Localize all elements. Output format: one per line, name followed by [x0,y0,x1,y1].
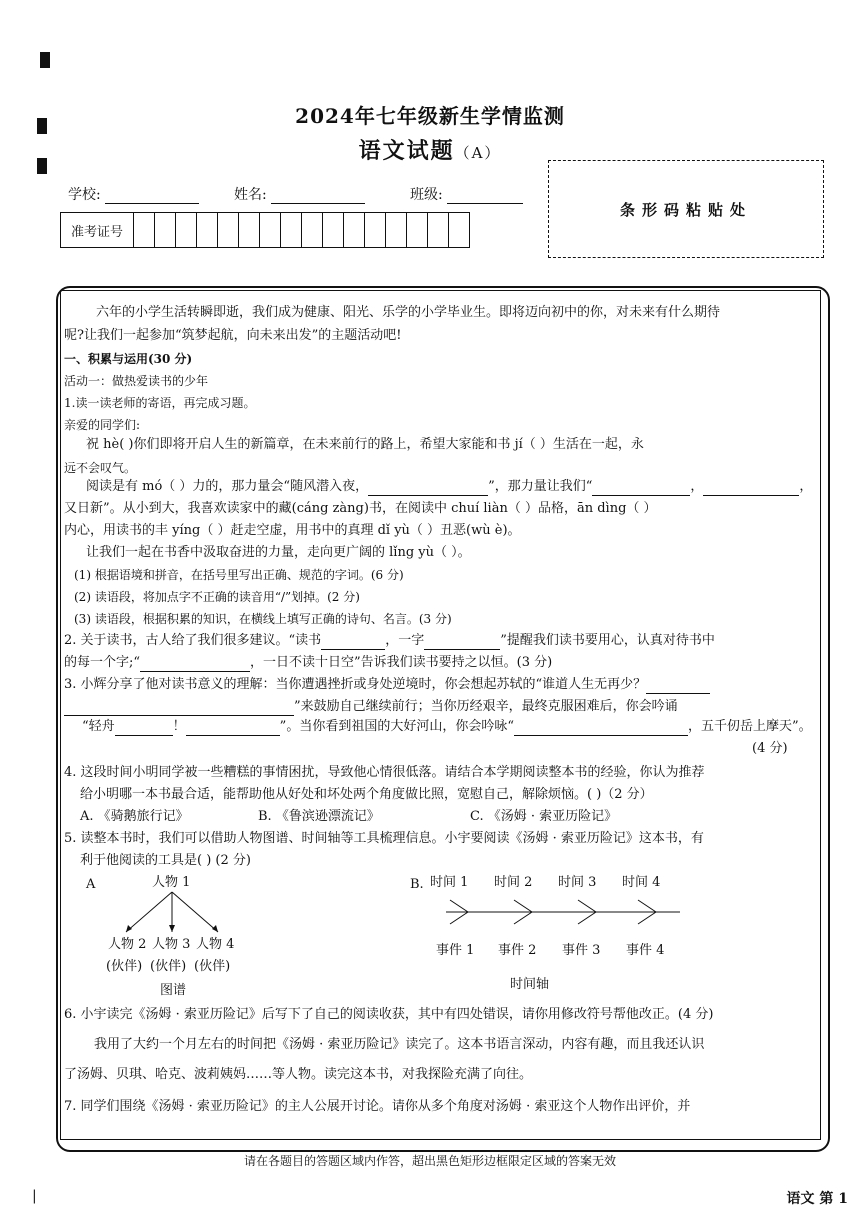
answer-blank[interactable] [115,721,173,736]
text-span: 的每一个字;“ [64,655,141,670]
text-span: ”，那力量让我们“ [488,479,593,494]
answer-blank[interactable] [646,679,710,694]
diagram-a-role: (伙伴) [106,959,143,974]
section-heading: 一、积累与运用(30 分) [64,352,193,366]
text-span: ，五千仞岳上摩天”。 [687,719,812,734]
question-5a: 5. 读整本书时，我们可以借助人物图谱、时间轴等工具梳理信息。小宇要阅读《汤姆 · 索亚历险记》这本书，有 [64,831,704,846]
diagram-b-caption: 时间轴 [510,977,550,992]
exam-id-label: 准考证号 [61,213,134,247]
letter-para-2c: 内心，用读书的丰 yíng（ ）赶走空虚，用书中的真理 dǐ yù（ ）丑恶(wù è)。 [64,523,521,538]
text-span: ！ [172,719,186,734]
footer-note: 请在各题目的答题区域内作答，超出黑色矩形边框限定区域的答案无效 [243,1154,616,1168]
footer-mark: | [32,1188,37,1204]
text-span: ”来鼓励自己继续前行；当你历经艰辛，最终克服困难后，你会吟诵 [294,699,678,714]
diagram-a-child: 人物 2 [108,937,147,952]
intro-line-1: 六年的小学生活转瞬即逝，我们成为健康、阳光、乐学的小学毕业生。即将迈向初中的你，对未来有什么期待 [96,305,721,320]
question-3b [64,698,678,716]
timeline-time: 时间 3 [558,875,597,890]
timeline-event: 事件 2 [498,943,537,958]
text-span: 2. 关于读书，古人给了我们很多建议。“读书 [64,633,322,648]
poem-blank[interactable] [368,481,488,496]
text-span: ，一字 [385,633,425,648]
question-6-para-1: 我用了大约一个月左右的时间把《汤姆 · 索亚历险记》读完了。这本书语言深动，内容有趣，而且我还认识 [94,1037,705,1052]
subtitle-tag: （A） [454,144,502,162]
class-label: 班级: [410,187,443,203]
letter-para-2a: 阅读是有 mó（ ）力的，那力量会“随风潜入夜， ”，那力量让我们“ ， ， [86,479,813,494]
text-span: ”。当你看到祖国的大好河山，你会吟咏“ [279,719,514,734]
text-span: ，一日不读十日空”告诉我们读书要持之以恒。(3 分) [250,655,553,670]
timeline-axis [440,896,690,928]
question-1: 1.读一读老师的寄语，再完成习题。 [64,396,256,410]
question-3a [64,676,710,694]
diagram-a-branches [110,890,240,936]
diagram-a-role: (伙伴) [194,959,231,974]
page-number: 语文 第 1 [786,1191,848,1207]
sub-question-1: (1) 根据语境和拼音，在括号里写出正确、规范的字词。(6 分) [74,568,404,582]
question-3-score: (4 分) [752,741,788,756]
diagram-a-child: 人物 4 [196,937,235,952]
name-field[interactable] [234,184,365,204]
answer-blank[interactable] [514,721,688,736]
barcode-area: 条形码粘贴处 [548,160,824,258]
question-4a: 4. 这段时间小明同学被一些糟糕的事情困扰，导致他心情很低落。请结合本学期阅读整本书的经验，你认为推荐 [64,765,705,780]
answer-blank[interactable] [64,701,294,716]
letter-para-3: 让我们一起在书香中汲取奋进的力量，走向更广阔的 lǐng yù（ ）。 [86,545,471,560]
diagram-a-role: (伙伴) [150,959,187,974]
option-c[interactable]: C. 《汤姆 · 索亚历险记》 [470,809,618,824]
question-4b: 给小明哪一本书最合适，能帮助他从好处和坏处两个角度做比照，宽慰自己，解除烦恼。( )（2 分） [80,787,653,802]
quote-blank[interactable] [703,481,799,496]
letter-para-1a: 祝 hè( )你们即将开启人生的新篇章，在未来前行的路上，希望大家能和书 jí（ ）生活在一起，永 [86,437,644,452]
timeline-event: 事件 1 [436,943,475,958]
greeting: 亲爱的同学们: [64,418,141,432]
exam-id-grid[interactable] [60,212,470,248]
question-5b: 利于他阅读的工具是( ) (2 分) [80,853,251,868]
diagram-a-child: 人物 3 [152,937,191,952]
answer-blank[interactable] [321,635,385,650]
text-span: ， [690,479,704,494]
text-span: 阅读是有 mó（ ）力的，那力量会“随风潜入夜， [86,479,369,494]
question-7: 7. 同学们围绕《汤姆 · 索亚历险记》的主人公展开讨论。请你从多个角度对汤姆 · 索亚这个人物作出评价，并 [64,1099,691,1114]
answer-blank[interactable] [140,657,250,672]
diagram-b-label: B. [410,877,424,892]
school-field[interactable] [68,184,199,204]
timeline-time: 时间 1 [430,875,469,890]
name-label: 姓名: [234,187,267,203]
text-span: “轻舟 [82,719,115,734]
diagram-a-root: 人物 1 [152,875,191,890]
answer-blank[interactable] [186,721,280,736]
class-field[interactable] [410,184,523,204]
question-3c [82,718,812,736]
option-a[interactable]: A. 《骑鹅旅行记》 [80,809,189,824]
school-label: 学校: [68,187,101,203]
question-6: 6. 小宇读完《汤姆 · 索亚历险记》后写下了自己的阅读收获，其中有四处错误，请你用修改符号帮他改正。(4 分) [64,1007,714,1022]
diagram-a-label: A [86,877,96,892]
subtitle-text: 语文试题 [358,138,455,164]
question-6-para-2: 了汤姆、贝琪、哈克、波莉姨妈……等人物。读完这本书，对我探险充满了向往。 [64,1067,533,1082]
timeline-event: 事件 4 [626,943,665,958]
registration-mark [40,52,50,68]
sub-question-2: (2) 读语段，将加点字不正确的读音用“/”划掉。(2 分) [74,590,360,604]
sub-question-3: (3) 读语段，根据积累的知识，在横线上填写正确的诗句、名言。(3 分) [74,612,452,626]
timeline-event: 事件 3 [562,943,601,958]
answer-blank[interactable] [424,635,500,650]
text-span: 3. 小辉分享了他对读书意义的理解：当你遭遇挫折或身处逆境时，你会想起苏轼的“谁道人生无再少？ [64,677,647,692]
question-2b [64,654,552,672]
timeline-time: 时间 4 [622,875,661,890]
exam-title: 2024年七年级新生学情监测 [295,104,565,128]
text-span: ”提醒我们读书要用心，认真对待书中 [500,633,715,648]
option-b[interactable]: B. 《鲁滨逊漂流记》 [258,809,380,824]
question-2a [64,632,715,650]
diagram-a-caption: 图谱 [160,983,187,998]
letter-para-2b: 又日新”。从小到大，我喜欢读家中的藏(cáng zàng)书，在阅读中 chuí liàn（ ）品格，ān dìng（ ） [64,501,657,516]
timeline-time: 时间 2 [494,875,533,890]
quote-blank[interactable] [592,481,690,496]
letter-para-1b: 远不会叹气。 [64,461,137,475]
activity-title: 活动一：做热爱读书的少年 [64,374,209,388]
intro-line-2: 呢?让我们一起参加“筑梦起航，向未来出发”的主题活动吧! [64,328,402,343]
